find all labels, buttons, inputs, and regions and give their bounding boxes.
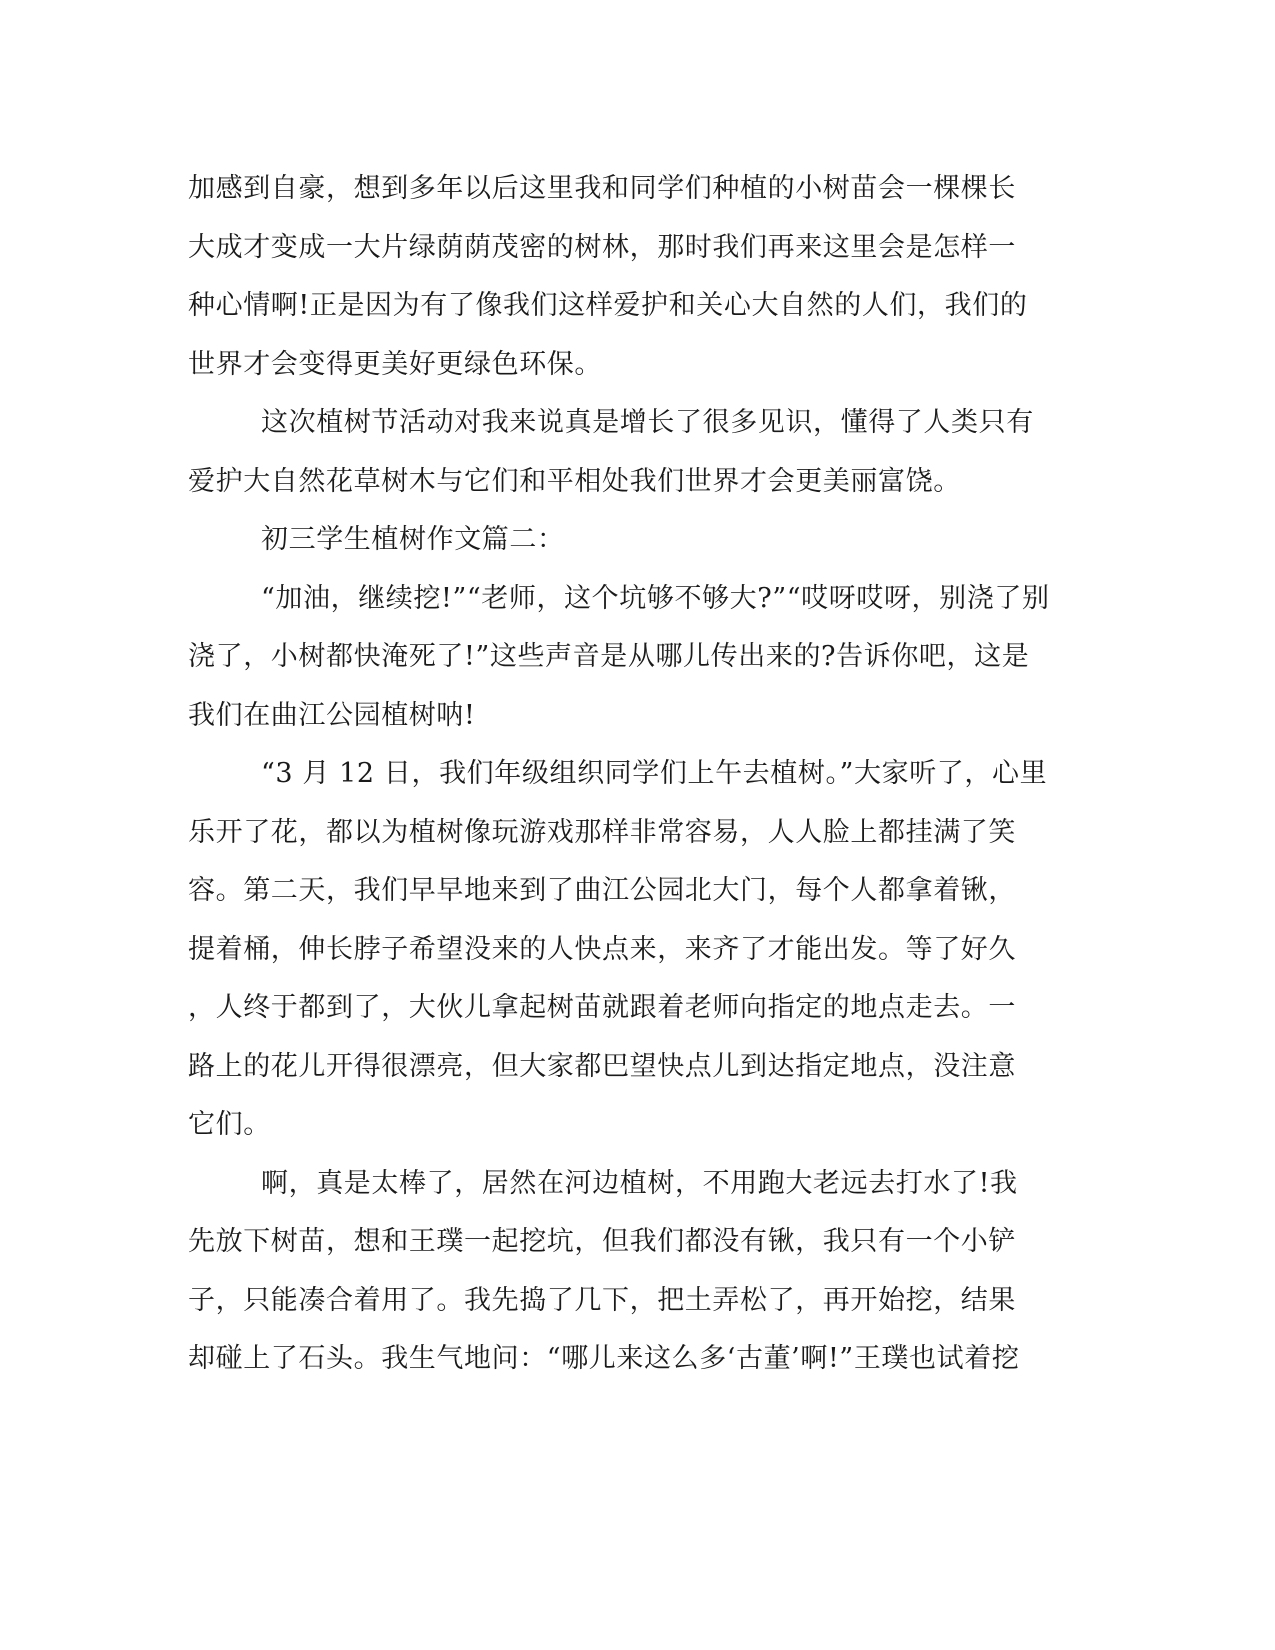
text-line: 先放下树苗，想和王璞一起挖坑，但我们都没有锹，我只有一个小铲 [188,1226,1016,1257]
text-line: 浇了，小树都快淹死了!”这些声音是从哪儿传出来的?告诉你吧，这是 [188,641,1030,672]
text-line: ，人终于都到了，大伙儿拿起树苗就跟着老师向指定的地点走去。一 [188,992,1016,1023]
text-line: 容。第二天，我们早早地来到了曲江公园北大门，每个人都拿着锹， [188,875,1016,906]
text-line: 路上的花儿开得很漂亮，但大家都巴望快点儿到达指定地点，没注意 [188,1050,1016,1082]
text-line: 种心情啊!正是因为有了像我们这样爱护和关心大自然的人们，我们的 [188,290,1028,321]
text-line: 啊，真是太棒了，居然在河边植树，不用跑大老远去打水了!我 [261,1167,1018,1199]
essay-body [188,160,1275,1389]
text-line: 大成才变成一大片绿荫荫茂密的树林，那时我们再来这里会是怎样一 [188,231,1016,263]
text-line: 爱护大自然花草树木与它们和平相处我们世界才会更美丽富饶。 [188,465,961,497]
section-heading: 初三学生植树作文篇二： [261,524,565,555]
text-line: 世界才会变得更美好更绿色环保。 [188,348,602,380]
text-line: 却碰上了石头。我生气地问：“哪儿来这么多‘古董’啊!”王璞也试着挖 [188,1343,1020,1374]
text-line: 我们在曲江公园植树呐! [188,699,476,731]
text-line: 它们。 [188,1109,271,1140]
text-line: 这次植树节活动对我来说真是增长了很多见识，懂得了人类只有 [261,407,1034,438]
text-line: “3 月 12 日，我们年级组织同学们上午去植树。”大家听了，心里 [261,758,1048,789]
text-line: “加油，继续挖!”“老师，这个坑够不够大?”“哎呀哎呀，别浇了别 [261,582,1050,614]
text-line: 子，只能凑合着用了。我先捣了几下，把土弄松了，再开始挖，结果 [188,1284,1016,1316]
text-line: 提着桶，伸长脖子希望没来的人快点来，来齐了才能出发。等了好久 [188,933,1016,965]
text-line: 加感到自豪，想到多年以后这里我和同学们种植的小树苗会一棵棵长 [188,173,1016,204]
text-line: 乐开了花，都以为植树像玩游戏那样非常容易，人人脸上都挂满了笑 [188,816,1016,848]
